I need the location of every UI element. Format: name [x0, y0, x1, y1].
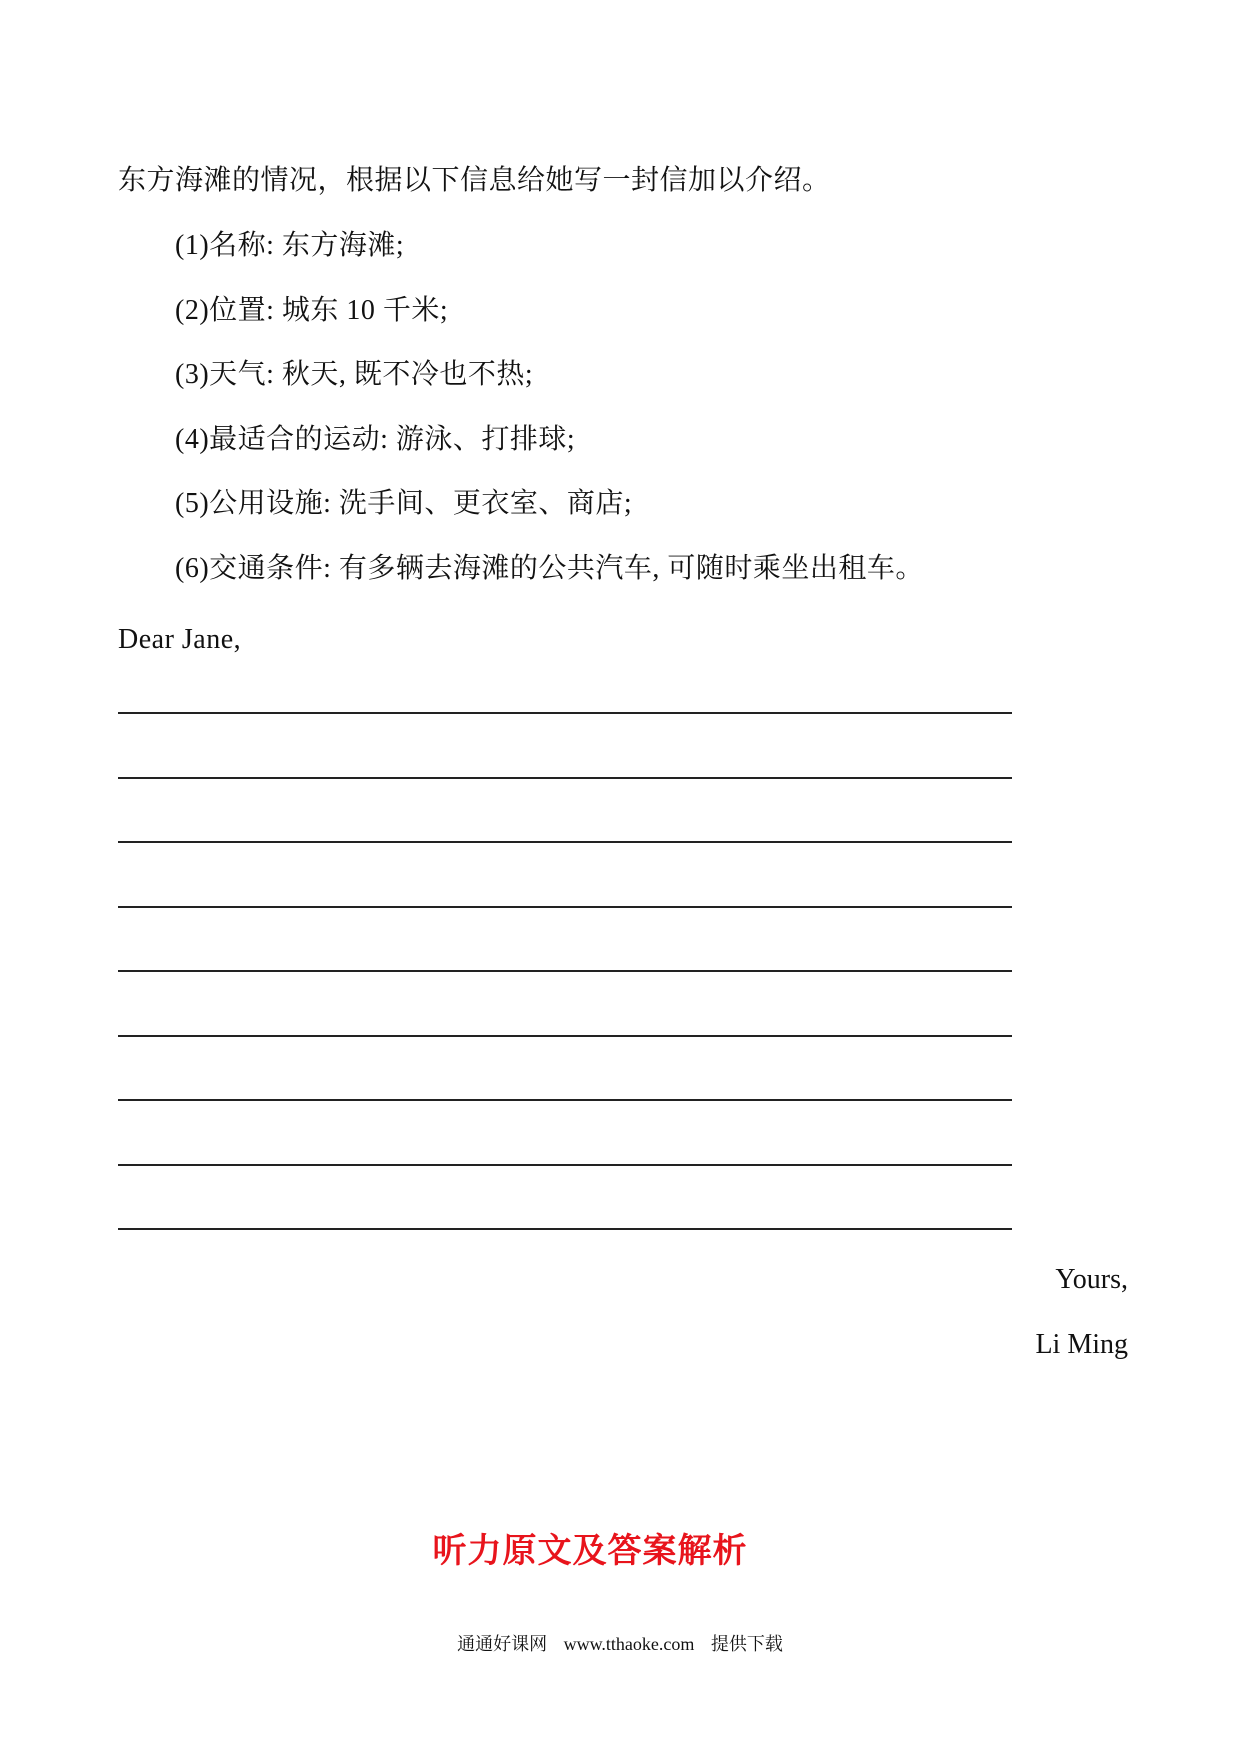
writing-line — [118, 970, 1012, 972]
footer-url[interactable]: www.tthaoke.com — [563, 1634, 695, 1654]
page-footer — [0, 1632, 1240, 1656]
writing-line — [118, 712, 1012, 714]
writing-line — [118, 1164, 1012, 1166]
info-item-location: (2)位置: 城东 10 千米; — [175, 295, 449, 326]
info-item-facilities: (5)公用设施: 洗手间、更衣室、商店; — [175, 488, 633, 519]
writing-line — [118, 841, 1012, 843]
info-item-name: (1)名称: 东方海滩; — [175, 230, 405, 261]
writing-line — [118, 777, 1012, 779]
footer-note: 提供下载 — [710, 1634, 783, 1654]
info-item-weather: (3)天气: 秋天, 既不冷也不热; — [175, 359, 534, 390]
footer-site-name: 通通好课网 — [457, 1634, 548, 1654]
info-item-transport: (6)交通条件: 有多辆去海滩的公共汽车, 可随时乘坐出租车。 — [175, 553, 924, 584]
writing-line — [118, 1099, 1012, 1101]
info-item-sports: (4)最适合的运动: 游泳、打排球; — [175, 424, 576, 455]
letter-salutation: Dear Jane, — [118, 624, 242, 655]
section-title: 听力原文及答案解析 — [432, 1533, 748, 1570]
writing-line — [118, 906, 1012, 908]
writing-line — [118, 1228, 1012, 1230]
letter-sign-off: Yours, — [1055, 1264, 1128, 1295]
letter-signature-name: Li Ming — [1035, 1329, 1128, 1360]
intro-text: 东方海滩的情况，根据以下信息给她写一封信加以介绍。 — [118, 165, 831, 196]
writing-line — [118, 1035, 1012, 1037]
